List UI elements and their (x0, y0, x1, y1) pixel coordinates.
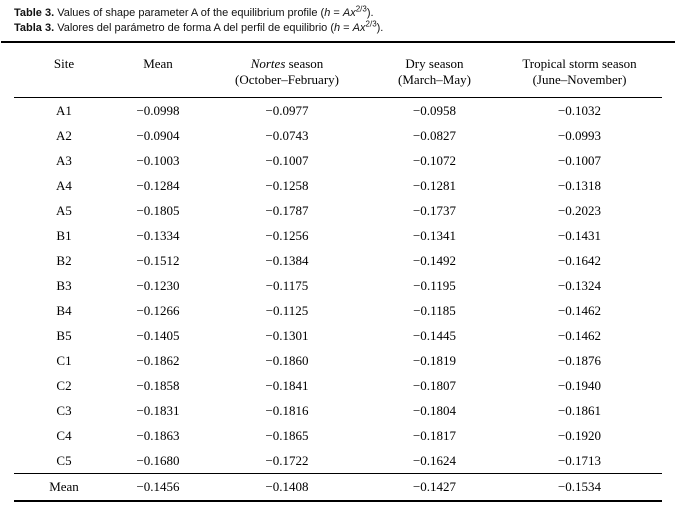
row-site-label: A3 (56, 153, 72, 168)
header-tropical-storm-season (497, 45, 662, 98)
row-site-label: B3 (56, 278, 72, 293)
row-value-mean: −0.1334 (136, 228, 180, 243)
caption-es-exponent: 2/3 (365, 19, 377, 29)
row-value-dry: −0.1281 (412, 178, 457, 193)
row-value-nortes: −0.0743 (265, 128, 309, 143)
header-site: Site (14, 45, 114, 98)
row-value-mean: −0.1862 (136, 353, 180, 368)
row-value-nortes: −0.1816 (265, 403, 309, 418)
table-row (14, 448, 662, 474)
row-value-tropical: −0.1876 (557, 353, 602, 368)
row-value-mean: −0.0998 (136, 103, 180, 118)
header-nortes-rest: season (285, 56, 324, 71)
caption-spanish (14, 21, 662, 36)
footer-label: Mean (14, 474, 114, 502)
table-top-rule (1, 41, 675, 43)
table-row (14, 123, 662, 148)
row-site-label: C1 (56, 353, 72, 368)
row-site-label: B1 (56, 228, 72, 243)
caption-es-var-h: h (334, 22, 341, 34)
row-value-dry: −0.1185 (413, 303, 456, 318)
header-nortes-season (202, 45, 372, 98)
caption-es-equals: = (340, 22, 353, 34)
row-value-dry: −0.1804 (412, 403, 457, 418)
caption-en-var-h: h (324, 7, 331, 19)
row-value-dry: −0.1341 (412, 228, 457, 243)
header-nortes-italic: Nortes (250, 56, 286, 71)
footer-value-nortes: −0.1408 (202, 474, 372, 502)
row-value-nortes: −0.1841 (265, 378, 309, 393)
caption-es-label: Tabla 3. (14, 22, 55, 34)
row-value-mean: −0.1284 (136, 178, 180, 193)
row-site-label: C5 (56, 453, 72, 468)
row-value-dry: −0.1195 (413, 278, 456, 293)
table-row (14, 248, 662, 273)
header-nortes-months: (October–February) (235, 72, 339, 87)
row-value-dry: −0.1072 (412, 153, 457, 168)
header-tropical-label: Tropical storm season (522, 56, 637, 71)
row-site-label: B4 (56, 303, 72, 318)
row-value-mean: −0.1230 (136, 278, 180, 293)
row-value-mean: −0.1512 (136, 253, 180, 268)
row-value-tropical: −0.1462 (557, 303, 602, 318)
table-row (14, 273, 662, 298)
row-site-label: C4 (56, 428, 72, 443)
footer-value-tropical: −0.1534 (497, 474, 662, 502)
row-value-nortes: −0.1787 (265, 203, 309, 218)
row-value-tropical: −0.1318 (557, 178, 602, 193)
row-value-mean: −0.1680 (136, 453, 180, 468)
row-value-mean: −0.1863 (136, 428, 180, 443)
row-site-label: B5 (56, 328, 72, 343)
table-header (14, 45, 662, 98)
table-row (14, 348, 662, 373)
row-value-mean: −0.0904 (136, 128, 180, 143)
row-site-label: A1 (56, 103, 72, 118)
data-table (14, 45, 662, 502)
row-value-mean: −0.1831 (136, 403, 180, 418)
row-value-mean: −0.1858 (136, 378, 180, 393)
row-value-nortes: −0.1256 (265, 228, 309, 243)
table-header-row (14, 45, 662, 98)
row-site-label: A5 (56, 203, 72, 218)
caption-en-close: ). (366, 7, 374, 19)
row-value-tropical: −0.1324 (557, 278, 602, 293)
caption-en-text: Values of shape parameter A of the equilibrium profile ( (54, 7, 325, 19)
table-row (14, 298, 662, 323)
row-value-tropical: −0.1007 (557, 153, 602, 168)
footer-value-mean: −0.1456 (114, 474, 202, 502)
row-value-dry: −0.1817 (412, 428, 457, 443)
row-value-dry: −0.1624 (412, 453, 457, 468)
row-value-tropical: −0.0993 (557, 128, 602, 143)
row-value-tropical: −0.1431 (557, 228, 602, 243)
row-value-nortes: −0.1865 (265, 428, 309, 443)
table-body (14, 98, 662, 474)
table-row (14, 173, 662, 198)
row-site-label: A2 (56, 128, 72, 143)
row-value-nortes: −0.0977 (265, 103, 309, 118)
footer-value-dry: −0.1427 (372, 474, 497, 502)
row-value-mean: −0.1266 (136, 303, 180, 318)
header-dry-season (372, 45, 497, 98)
table-row (14, 423, 662, 448)
row-value-tropical: −0.1940 (557, 378, 602, 393)
header-dry-label: Dry season (405, 56, 464, 71)
row-value-nortes: −0.1384 (265, 253, 309, 268)
row-value-mean: −0.1805 (136, 203, 180, 218)
row-value-tropical: −0.1861 (557, 403, 602, 418)
row-value-dry: −0.1445 (412, 328, 457, 343)
caption-es-text: Valores del parámetro de forma A del perfil de equilibrio ( (54, 22, 334, 34)
row-value-dry: −0.0827 (412, 128, 457, 143)
caption-en-equals: = (330, 7, 343, 19)
row-value-nortes: −0.1125 (265, 303, 309, 318)
row-value-dry: −0.1819 (412, 353, 457, 368)
table-footer (14, 474, 662, 502)
row-site-label: C2 (56, 378, 72, 393)
row-value-nortes: −0.1258 (265, 178, 309, 193)
table-row (14, 223, 662, 248)
row-value-dry: −0.0958 (412, 103, 457, 118)
table-row (14, 198, 662, 223)
row-value-tropical: −0.1713 (557, 453, 602, 468)
row-value-mean: −0.1405 (136, 328, 180, 343)
caption-english (14, 6, 662, 21)
row-value-nortes: −0.1860 (265, 353, 309, 368)
caption-es-close: ). (376, 22, 384, 34)
table-footer-row (14, 474, 662, 502)
table-row (14, 373, 662, 398)
caption-en-label: Table 3. (14, 7, 55, 19)
row-value-mean: −0.1003 (136, 153, 180, 168)
row-value-nortes: −0.1175 (265, 278, 309, 293)
row-value-dry: −0.1737 (412, 203, 457, 218)
row-value-dry: −0.1807 (412, 378, 457, 393)
row-value-tropical: −0.2023 (557, 203, 602, 218)
table-row (14, 323, 662, 348)
row-value-tropical: −0.1642 (557, 253, 602, 268)
row-site-label: A4 (56, 178, 72, 193)
row-value-nortes: −0.1301 (265, 328, 309, 343)
row-value-nortes: −0.1007 (265, 153, 309, 168)
table-row (14, 98, 662, 124)
row-value-tropical: −0.1920 (557, 428, 602, 443)
header-mean: Mean (114, 45, 202, 98)
row-value-tropical: −0.1032 (557, 103, 602, 118)
header-dry-months: (March–May) (398, 72, 471, 87)
row-value-dry: −0.1492 (412, 253, 457, 268)
row-site-label: B2 (56, 253, 72, 268)
table-row (14, 398, 662, 423)
table-row (14, 148, 662, 173)
row-value-tropical: −0.1462 (557, 328, 602, 343)
caption-es-var-ax: Ax (352, 22, 366, 34)
row-site-label: C3 (56, 403, 72, 418)
header-tropical-months: (June–November) (532, 72, 627, 87)
row-value-nortes: −0.1722 (265, 453, 309, 468)
caption-en-var-ax: Ax (342, 7, 356, 19)
caption-en-exponent: 2/3 (355, 4, 367, 14)
